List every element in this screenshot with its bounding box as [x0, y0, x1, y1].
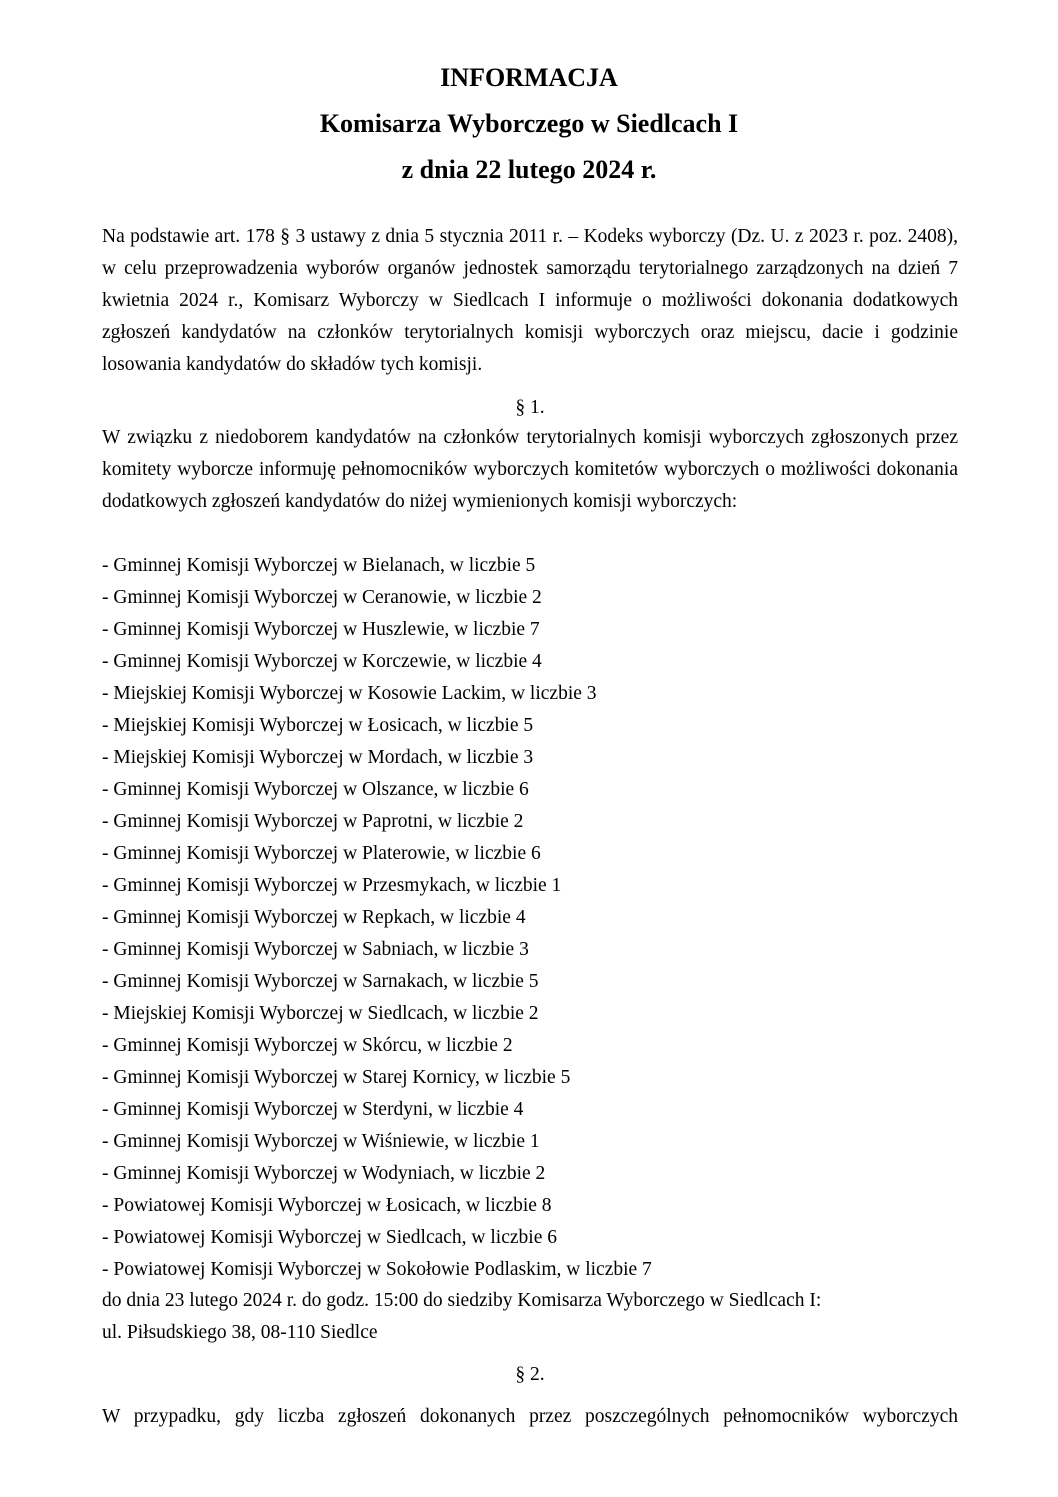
list-item: - Powiatowej Komisji Wyborczej w Siedlcach, w liczbie 6 — [102, 1227, 557, 1248]
list-item: - Gminnej Komisji Wyborczej w Paprotni, w liczbie 2 — [102, 811, 524, 832]
list-item: - Gminnej Komisji Wyborczej w Skórcu, w liczbie 2 — [102, 1035, 513, 1056]
list-item: - Gminnej Komisji Wyborczej w Ceranowie, w liczbie 2 — [102, 587, 542, 608]
list-item: - Gminnej Komisji Wyborczej w Bielanach, w liczbie 5 — [102, 555, 536, 576]
section-1-heading: § 1. — [515, 397, 545, 418]
section-2-paragraph: W przypadku, gdy liczba zgłoszeń dokonanych przez poszczególnych pełnomocników wyborczych — [102, 1406, 958, 1427]
list-item: - Powiatowej Komisji Wyborczej w Sokołowie Podlaskim, w liczbie 7 — [102, 1259, 652, 1280]
list-item: - Miejskiej Komisji Wyborczej w Łosicach, w liczbie 5 — [102, 715, 534, 736]
deadline-text: do dnia 23 lutego 2024 r. do godz. 15:00 do siedziby Komisarza Wyborczego w Siedlcach I: — [102, 1290, 822, 1311]
section-2-heading: § 2. — [515, 1364, 545, 1385]
list-item: - Gminnej Komisji Wyborczej w Huszlewie, w liczbie 7 — [102, 619, 540, 640]
list-item: - Gminnej Komisji Wyborczej w Korczewie, w liczbie 4 — [102, 651, 542, 672]
intro-paragraph: Na podstawie art. 178 § 3 ustawy z dnia 5 stycznia 2011 r. – Kodeks wyborczy (Dz. U. z 2023 r. poz. 2408), w celu przeprowadzenia wyborów organów jednostek samorządu terytorialnego zarządzonych na dzień 7 kwietnia 2024 r., Komisarz Wyborczy w Siedlcach I informuje o możliwości dokonania dodatkowych zgłoszeń kandydatów na członków terytorialnych komisji wyborczych oraz miejscu, dacie i godzinie losowania kandydatów do składów tych komisji. — [102, 226, 958, 375]
list-item: - Miejskiej Komisji Wyborczej w Kosowie Lackim, w liczbie 3 — [102, 683, 597, 704]
list-item: - Gminnej Komisji Wyborczej w Przesmykach, w liczbie 1 — [102, 875, 562, 896]
office-address: ul. Piłsudskiego 38, 08-110 Siedlce — [102, 1322, 378, 1343]
document-issuer: Komisarza Wyborczego w Siedlcach I — [319, 109, 739, 138]
list-item: - Gminnej Komisji Wyborczej w Sterdyni, w liczbie 4 — [102, 1099, 524, 1120]
list-item: - Gminnej Komisji Wyborczej w Platerowie, w liczbie 6 — [102, 843, 541, 864]
submission-deadline — [102, 1285, 958, 1349]
list-item: - Gminnej Komisji Wyborczej w Repkach, w liczbie 4 — [102, 907, 526, 928]
document-date: z dnia 22 lutego 2024 r. — [401, 155, 657, 184]
list-item: - Gminnej Komisji Wyborczej w Sabniach, w liczbie 3 — [102, 939, 529, 960]
list-item: - Miejskiej Komisji Wyborczej w Mordach, w liczbie 3 — [102, 747, 534, 768]
list-item: - Gminnej Komisji Wyborczej w Starej Kornicy, w liczbie 5 — [102, 1067, 571, 1088]
section-1-paragraph: W związku z niedoborem kandydatów na członków terytorialnych komisji wyborczych zgłoszonych przez komitety wyborcze informuję pełnomocników wyborczych komitetów wyborczych o możliwości dokonania dodatkowych zgłoszeń kandydatów do niżej wymienionych komisji wyborczych: — [102, 427, 958, 512]
commission-list — [102, 550, 958, 1286]
list-item: - Gminnej Komisji Wyborczej w Wodyniach, w liczbie 2 — [102, 1163, 546, 1184]
list-item: - Gminnej Komisji Wyborczej w Sarnakach, w liczbie 5 — [102, 971, 539, 992]
document-title: INFORMACJA — [440, 63, 618, 92]
list-item: - Gminnej Komisji Wyborczej w Wiśniewie, w liczbie 1 — [102, 1131, 540, 1152]
list-item: - Miejskiej Komisji Wyborczej w Siedlcach, w liczbie 2 — [102, 1003, 539, 1024]
list-item: - Powiatowej Komisji Wyborczej w Łosicach, w liczbie 8 — [102, 1195, 552, 1216]
list-item: - Gminnej Komisji Wyborczej w Olszance, w liczbie 6 — [102, 779, 529, 800]
